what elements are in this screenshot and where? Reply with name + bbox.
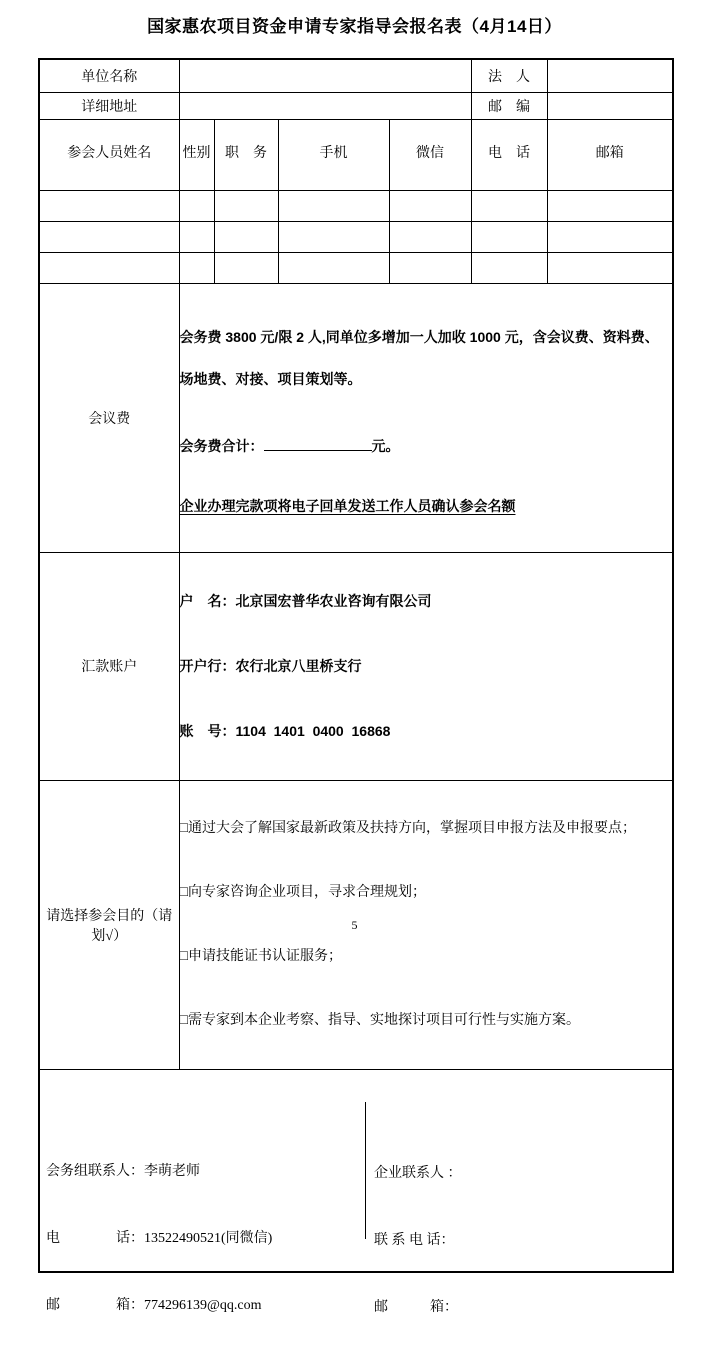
attendee-cell	[547, 252, 673, 283]
attendee-gender-header: 性别	[179, 119, 214, 190]
unit-name-field	[179, 59, 471, 92]
attendee-phone-header: 电 话	[471, 119, 547, 190]
postal-code-field	[547, 92, 673, 119]
attendee-position-header: 职 务	[214, 119, 278, 190]
registration-form-table	[38, 58, 674, 1315]
page-number: 5	[351, 918, 358, 932]
purpose-item	[180, 877, 673, 909]
attendee-cell	[389, 221, 471, 252]
attendee-cell	[278, 252, 389, 283]
attendee-cell	[39, 252, 179, 283]
postal-code-label: 邮 编	[471, 92, 547, 119]
attendee-cell	[214, 190, 278, 221]
purpose-item-text: 需专家到本企业考察、指导、实地探讨项目可行性与实施方案。	[187, 1012, 580, 1028]
unit-row	[39, 59, 673, 92]
contact-wrap	[40, 1102, 672, 1315]
attendee-cell	[39, 221, 179, 252]
organizer-phone-line: 电 话：13522490521(同微信)	[46, 1230, 273, 1246]
purpose-label: 请选择参会目的（请划√）	[39, 780, 179, 1069]
attendee-cell	[278, 190, 389, 221]
page-title: 国家惠农项目资金申请专家指导会报名表（4月14日）	[147, 17, 562, 36]
company-phone-line: 联 系 电 话：	[374, 1232, 455, 1248]
organizer-contact-block	[40, 1102, 365, 1313]
account-name-line: 户 名：北京国宏普华农业咨询有限公司	[179, 592, 432, 609]
attendee-cell	[179, 252, 214, 283]
attendee-cell	[547, 221, 673, 252]
attendee-cell	[39, 190, 179, 221]
address-row	[39, 92, 673, 119]
attendee-cell	[179, 221, 214, 252]
fee-label: 会议费	[39, 283, 179, 552]
contact-row	[39, 1069, 673, 1272]
purpose-item-text: 向专家咨询企业项目，寻求合理规划；	[187, 884, 426, 900]
attendee-mobile-header: 手机	[278, 119, 389, 190]
account-row	[39, 552, 673, 780]
attendee-cell	[471, 190, 547, 221]
attendee-wechat-header: 微信	[389, 119, 471, 190]
company-email-line: 邮 箱：	[374, 1299, 458, 1315]
contact-section	[39, 1069, 673, 1315]
fee-description: 会务费 3800 元/限 2 人,同单位多增加一人加收 1000 元，含会议费、资料费、场地费、对接、项目策划等。	[179, 328, 659, 387]
fee-content	[179, 283, 673, 552]
attendee-header-row	[39, 119, 673, 190]
address-field	[179, 92, 471, 119]
attendee-cell	[547, 190, 673, 221]
attendee-cell	[389, 252, 471, 283]
purpose-item	[180, 813, 673, 845]
organizer-email-line: 邮 箱：774296139@qq.com	[46, 1297, 262, 1313]
unit-name-label: 单位名称	[39, 59, 179, 92]
attendee-row	[39, 252, 673, 283]
checkbox-icon: □	[179, 820, 188, 836]
fee-payment-note-line	[180, 492, 673, 520]
purpose-item-text: 通过大会了解国家最新政策及扶持方向，掌握项目申报方法及申报要点；	[187, 820, 636, 836]
attendee-cell	[214, 252, 278, 283]
legal-person-field	[547, 59, 673, 92]
purpose-item-text: 申请技能证书认证服务；	[187, 948, 342, 964]
company-contact-line: 企业联系人 ：	[374, 1165, 462, 1181]
purpose-item	[180, 1005, 673, 1037]
account-number-line: 账 号：1104 1401 0400 16868	[179, 722, 391, 739]
attendee-cell	[389, 190, 471, 221]
purpose-item	[180, 941, 673, 973]
attendee-email-header: 邮箱	[547, 119, 673, 190]
checkbox-icon: □	[179, 1012, 188, 1028]
fee-payment-note: 企业办理完款项将电子回单发送工作人员确认参会名额	[179, 497, 516, 514]
fee-total-blank-field	[264, 436, 372, 451]
attendee-name-header: 参会人员姓名	[39, 119, 179, 190]
attendee-cell	[214, 221, 278, 252]
attendee-cell	[471, 221, 547, 252]
address-label: 详细地址	[39, 92, 179, 119]
fee-total-suffix: 元。	[371, 437, 400, 454]
legal-person-label: 法 人	[471, 59, 547, 92]
attendee-cell	[471, 252, 547, 283]
fee-row	[39, 283, 673, 552]
fee-total-prefix: 会务费合计：	[179, 437, 264, 454]
attendee-cell	[278, 221, 389, 252]
account-bank-line: 开户行：农行北京八里桥支行	[179, 657, 362, 674]
fee-total-line	[180, 432, 673, 460]
attendee-row	[39, 221, 673, 252]
attendee-row	[39, 190, 673, 221]
checkbox-icon: □	[179, 884, 188, 900]
account-content	[179, 552, 673, 780]
checkbox-icon: □	[179, 948, 188, 964]
attendee-cell	[179, 190, 214, 221]
company-contact-block	[365, 1102, 672, 1315]
organizer-contact-line: 会务组联系人：李萌老师	[46, 1163, 200, 1179]
account-label: 汇款账户	[39, 552, 179, 780]
